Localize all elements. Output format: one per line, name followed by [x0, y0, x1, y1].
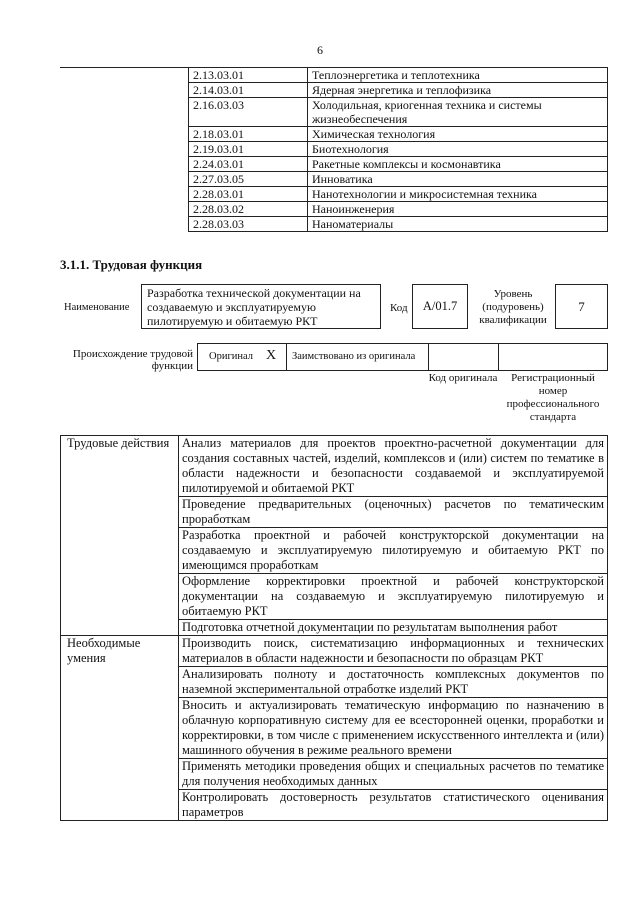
origin-divider [498, 343, 499, 371]
reg-number-caption: Регистрационный номер профессионального стандарта [506, 372, 600, 423]
specialty-code: 2.28.03.03 [189, 217, 308, 232]
table-row [61, 636, 608, 667]
specialty-code: 2.13.03.01 [189, 68, 308, 83]
original-mark: X [266, 348, 277, 363]
borrowed-label: Заимствовано из оригинала [292, 351, 416, 362]
specialty-name: Ядерная энергетика и теплофизика [308, 83, 608, 98]
labor-action: Разработка проектной и рабочей конструкторской документации на создаваемую и эксплуатируемую пилотируемую и обитаемую РКТ по имеющимся проработкам [179, 528, 608, 574]
origin-label: Происхождение трудовой функции [72, 348, 193, 372]
section-heading: 3.1.1. Трудовая функция [60, 257, 203, 272]
labor-action: Проведение предварительных (оценочных) расчетов по тематическим проработкам [179, 497, 608, 528]
function-name: Разработка технической документации на создаваемую и эксплуатируемую пилотируемую и обитаемую РКТ [141, 284, 381, 329]
blank-cell [60, 68, 189, 232]
required-skill: Производить поиск, систематизацию информационных и технических материалов в области надежности и безопасности по образцам РКТ [179, 636, 608, 667]
specialty-name: Инноватика [308, 172, 608, 187]
name-label: Наименование [64, 302, 130, 313]
specialty-name: Наноинженерия [308, 202, 608, 217]
specialty-name: Химическая технология [308, 127, 608, 142]
required-skills-label: Необходимые умения [61, 636, 179, 821]
specialty-name: Теплоэнергетика и теплотехника [308, 68, 608, 83]
specialty-code: 2.27.03.05 [189, 172, 308, 187]
labor-action: Анализ материалов для проектов проектно-расчетной документации для создания составных частей, изделий, комплексов и (или) систем по тематике в области надежности и безопасности создаваемой и эксплуатируемой пилотируемой и обитаемой РКТ [179, 436, 608, 497]
specialty-code: 2.19.03.01 [189, 142, 308, 157]
function-table [60, 435, 608, 821]
specialty-table [60, 67, 608, 232]
required-skill: Применять методики проведения общих и специальных расчетов по тематике для получения необходимых данных [179, 759, 608, 790]
specialty-name: Нанотехнологии и микросистемная техника [308, 187, 608, 202]
required-skill: Контролировать достоверность результатов статистического оценивания параметров [179, 790, 608, 821]
table-row [60, 68, 608, 83]
table-row [61, 436, 608, 497]
specialty-name: Биотехнология [308, 142, 608, 157]
specialty-code: 2.28.03.02 [189, 202, 308, 217]
page-number: 6 [317, 43, 323, 57]
code-original-caption: Код оригинала [428, 372, 498, 384]
specialty-code: 2.16.03.03 [189, 98, 308, 127]
specialty-code: 2.18.03.01 [189, 127, 308, 142]
specialty-code: 2.28.03.01 [189, 187, 308, 202]
origin-divider [428, 343, 429, 371]
specialty-name: Холодильная, криогенная техника и системы жизнеобеспечения [308, 98, 608, 127]
labor-action: Подготовка отчетной документации по результатам выполнения работ [179, 620, 608, 636]
original-label: Оригинал [209, 351, 253, 362]
specialty-code: 2.24.03.01 [189, 157, 308, 172]
origin-table [197, 343, 608, 371]
specialty-name: Наноматериалы [308, 217, 608, 232]
level-value: 7 [555, 284, 608, 329]
specialty-name: Ракетные комплексы и космонавтика [308, 157, 608, 172]
specialty-code: 2.14.03.01 [189, 83, 308, 98]
labor-actions-label: Трудовые действия [61, 436, 179, 636]
labor-action: Оформление корректировки проектной и рабочей конструкторской документации на создаваемую и эксплуатируемую пилотируемую и обитаемую РКТ [179, 574, 608, 620]
function-code: А/01.7 [412, 284, 468, 329]
level-label: Уровень (подуровень) квалификации [479, 288, 547, 326]
code-label: Код [390, 302, 408, 314]
required-skill: Анализировать полноту и достаточность комплексных документов по наземной экспериментальной отработке изделий РКТ [179, 667, 608, 698]
origin-divider [286, 343, 287, 371]
required-skill: Вносить и актуализировать тематическую информацию по назначению в облачную корпоративную систему для ее всесторонней оценки, проработки и корректировки, в том числе с применением искусственного интеллекта и (или) машинного обучения в режиме реального времени [179, 698, 608, 759]
